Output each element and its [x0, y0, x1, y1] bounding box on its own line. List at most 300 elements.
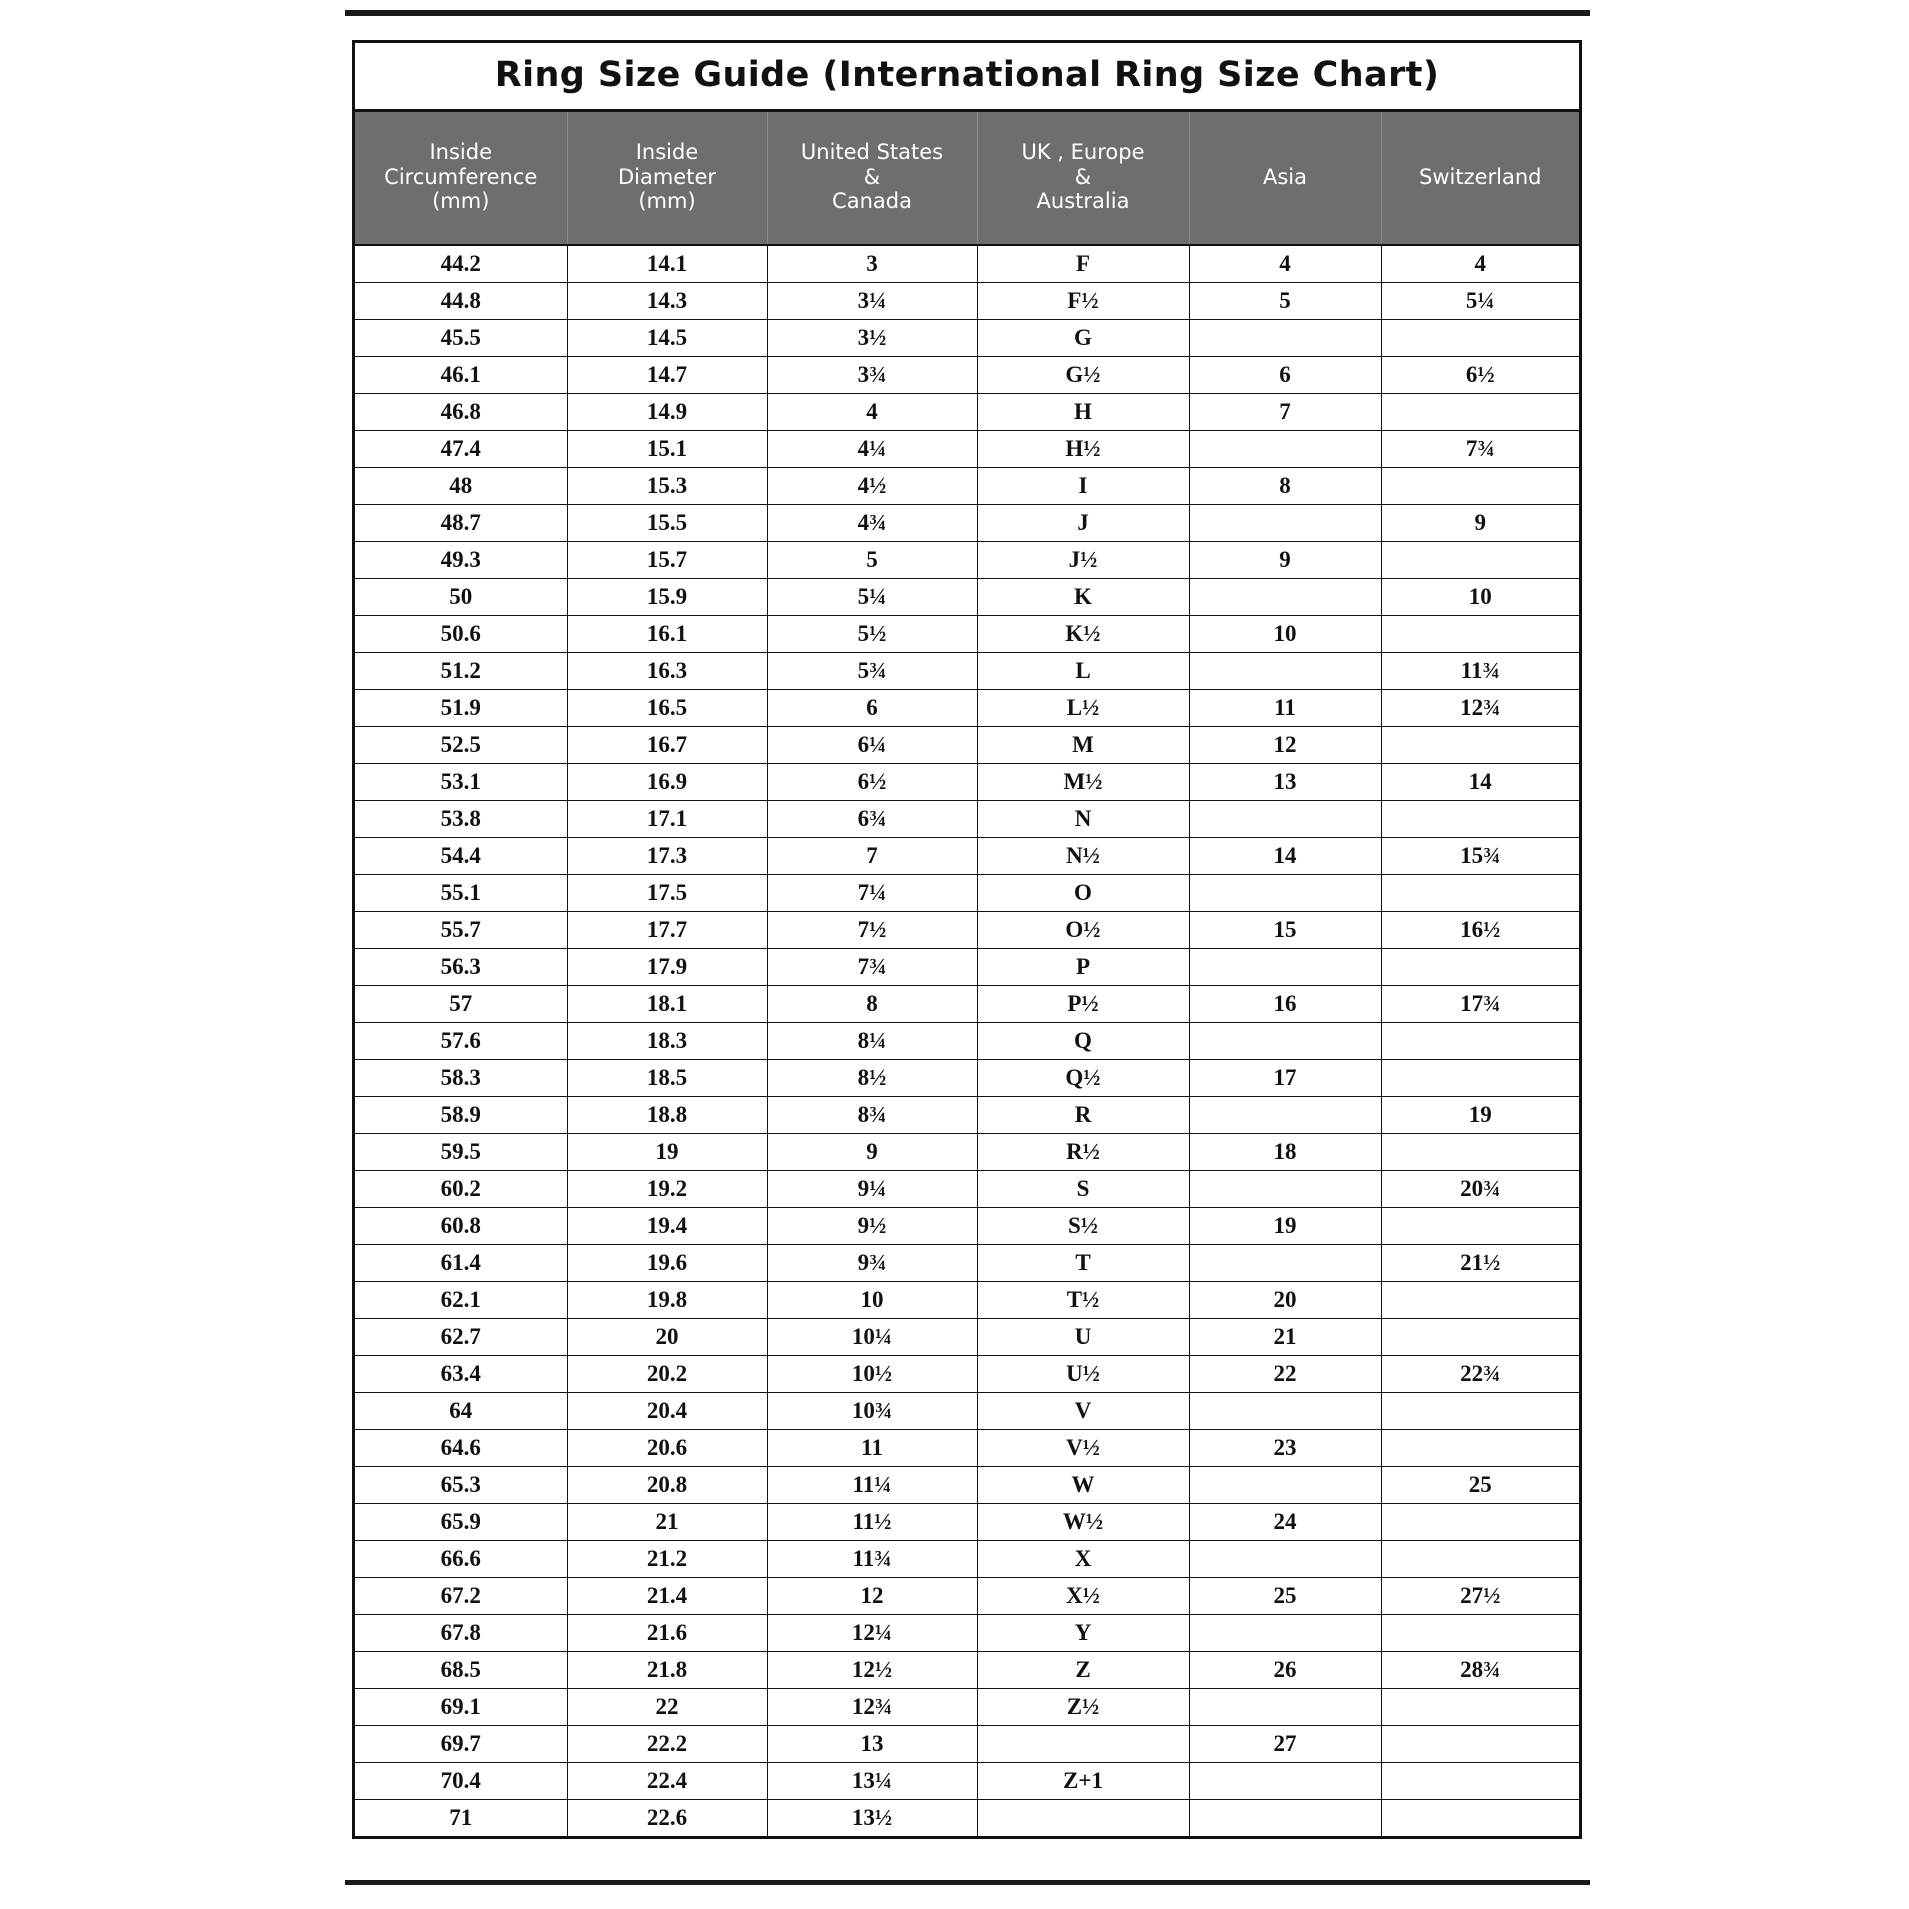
table-cell: O	[977, 875, 1189, 912]
table-cell: T½	[977, 1282, 1189, 1319]
table-cell	[1381, 468, 1579, 505]
table-row	[355, 949, 1579, 986]
table-cell: 10	[1381, 579, 1579, 616]
table-cell: 51.2	[355, 653, 567, 690]
table-row	[355, 801, 1579, 838]
table-cell: 6½	[767, 764, 977, 801]
table-cell: 3¼	[767, 283, 977, 320]
table-cell: M	[977, 727, 1189, 764]
table-cell: 22.6	[567, 1800, 767, 1837]
table-cell: 50	[355, 579, 567, 616]
table-cell: 3½	[767, 320, 977, 357]
table-cell: 67.8	[355, 1615, 567, 1652]
table-cell: 15.9	[567, 579, 767, 616]
table-row	[355, 1208, 1579, 1245]
table-cell: 44.8	[355, 283, 567, 320]
table-cell: 26	[1189, 1652, 1381, 1689]
table-cell: 64	[355, 1393, 567, 1430]
table-row	[355, 690, 1579, 727]
table-cell: 21	[1189, 1319, 1381, 1356]
ring-size-table	[355, 112, 1579, 1836]
table-cell: 20	[567, 1319, 767, 1356]
table-cell	[1189, 653, 1381, 690]
table-cell: 15	[1189, 912, 1381, 949]
table-cell	[1381, 1689, 1579, 1726]
table-cell: 17.1	[567, 801, 767, 838]
table-cell: 64.6	[355, 1430, 567, 1467]
table-cell: 11½	[767, 1504, 977, 1541]
table-cell: 63.4	[355, 1356, 567, 1393]
table-cell	[1381, 542, 1579, 579]
table-cell: 14.9	[567, 394, 767, 431]
table-cell: 11	[767, 1430, 977, 1467]
table-cell: 8½	[767, 1060, 977, 1097]
table-cell: 6¼	[767, 727, 977, 764]
table-cell: T	[977, 1245, 1189, 1282]
table-cell: 69.1	[355, 1689, 567, 1726]
table-cell: L½	[977, 690, 1189, 727]
table-cell: 9	[767, 1134, 977, 1171]
table-cell: 16.7	[567, 727, 767, 764]
table-cell: 67.2	[355, 1578, 567, 1615]
table-cell: 57.6	[355, 1023, 567, 1060]
table-cell: 8¼	[767, 1023, 977, 1060]
table-cell: G½	[977, 357, 1189, 394]
table-cell	[1381, 1763, 1579, 1800]
table-cell: 17¾	[1381, 986, 1579, 1023]
column-header-3: UK , Europe & Australia	[977, 112, 1189, 245]
table-row	[355, 912, 1579, 949]
table-cell	[1189, 431, 1381, 468]
table-cell: 58.9	[355, 1097, 567, 1134]
table-cell	[1189, 875, 1381, 912]
table-row	[355, 1245, 1579, 1282]
table-cell: R	[977, 1097, 1189, 1134]
table-cell	[1381, 1800, 1579, 1837]
table-row	[355, 1282, 1579, 1319]
table-cell: 28¾	[1381, 1652, 1579, 1689]
table-cell: 16.3	[567, 653, 767, 690]
table-cell: 16.9	[567, 764, 767, 801]
table-cell: U½	[977, 1356, 1189, 1393]
table-row	[355, 1060, 1579, 1097]
table-cell: 60.2	[355, 1171, 567, 1208]
table-cell: 22¾	[1381, 1356, 1579, 1393]
table-cell: 3	[767, 245, 977, 283]
table-cell: 10	[767, 1282, 977, 1319]
page-title: Ring Size Guide (International Ring Size Chart)	[355, 43, 1579, 112]
table-cell: Y	[977, 1615, 1189, 1652]
table-cell: 17.5	[567, 875, 767, 912]
table-cell: W½	[977, 1504, 1189, 1541]
table-cell: Z½	[977, 1689, 1189, 1726]
table-cell: 71	[355, 1800, 567, 1837]
table-cell: 13	[767, 1726, 977, 1763]
column-header-2: United States & Canada	[767, 112, 977, 245]
table-cell: 58.3	[355, 1060, 567, 1097]
table-cell: 19.8	[567, 1282, 767, 1319]
table-cell	[1381, 1430, 1579, 1467]
table-cell: 15.7	[567, 542, 767, 579]
table-row	[355, 764, 1579, 801]
table-cell	[1189, 1023, 1381, 1060]
table-cell: 12½	[767, 1652, 977, 1689]
table-row	[355, 1171, 1579, 1208]
table-cell: 20	[1189, 1282, 1381, 1319]
table-cell	[1381, 801, 1579, 838]
table-cell: 14	[1381, 764, 1579, 801]
table-cell: K½	[977, 616, 1189, 653]
table-cell: Z	[977, 1652, 1189, 1689]
table-cell: 4½	[767, 468, 977, 505]
table-cell: 7¾	[767, 949, 977, 986]
table-cell: 8	[767, 986, 977, 1023]
table-cell: 27	[1189, 1726, 1381, 1763]
table-cell: 4	[767, 394, 977, 431]
table-row	[355, 1319, 1579, 1356]
table-row	[355, 468, 1579, 505]
table-cell: 20.6	[567, 1430, 767, 1467]
table-cell	[1381, 727, 1579, 764]
table-cell: 48	[355, 468, 567, 505]
table-cell: I	[977, 468, 1189, 505]
table-cell: V½	[977, 1430, 1189, 1467]
table-cell	[1381, 1504, 1579, 1541]
table-cell: 7¾	[1381, 431, 1579, 468]
table-row	[355, 986, 1579, 1023]
table-cell: 9	[1189, 542, 1381, 579]
table-cell	[1381, 1615, 1579, 1652]
table-cell	[1381, 394, 1579, 431]
table-body	[355, 245, 1579, 1836]
table-cell: 5	[1189, 283, 1381, 320]
table-cell	[1381, 616, 1579, 653]
table-cell: 15.3	[567, 468, 767, 505]
table-cell	[1189, 1689, 1381, 1726]
table-cell	[1189, 320, 1381, 357]
table-cell	[1381, 1208, 1579, 1245]
table-cell: 7¼	[767, 875, 977, 912]
table-cell: 21.8	[567, 1652, 767, 1689]
table-cell	[1189, 1245, 1381, 1282]
table-cell: 21.2	[567, 1541, 767, 1578]
table-cell: 18.5	[567, 1060, 767, 1097]
table-cell: 13¼	[767, 1763, 977, 1800]
table-cell: 9	[1381, 505, 1579, 542]
table-cell: 19.2	[567, 1171, 767, 1208]
table-cell: 47.4	[355, 431, 567, 468]
table-cell: 12¼	[767, 1615, 977, 1652]
table-cell: 5	[767, 542, 977, 579]
table-cell: 9¾	[767, 1245, 977, 1282]
table-row	[355, 1393, 1579, 1430]
table-cell: 65.9	[355, 1504, 567, 1541]
table-cell: 3¾	[767, 357, 977, 394]
table-cell	[1381, 1319, 1579, 1356]
column-header-1: Inside Diameter (mm)	[567, 112, 767, 245]
table-cell: R½	[977, 1134, 1189, 1171]
table-cell	[1189, 1615, 1381, 1652]
table-cell: 53.8	[355, 801, 567, 838]
table-cell	[1189, 579, 1381, 616]
table-cell	[1189, 1097, 1381, 1134]
table-cell: 17.3	[567, 838, 767, 875]
table-cell	[1381, 1393, 1579, 1430]
table-row	[355, 431, 1579, 468]
table-row	[355, 1356, 1579, 1393]
table-cell: 15.1	[567, 431, 767, 468]
table-cell: 10½	[767, 1356, 977, 1393]
table-cell: 25	[1189, 1578, 1381, 1615]
table-cell	[1189, 1541, 1381, 1578]
table-cell: O½	[977, 912, 1189, 949]
table-row	[355, 505, 1579, 542]
table-cell: 23	[1189, 1430, 1381, 1467]
table-cell: 60.8	[355, 1208, 567, 1245]
column-header-0: Inside Circumference (mm)	[355, 112, 567, 245]
table-cell: V	[977, 1393, 1189, 1430]
table-cell: 11¾	[767, 1541, 977, 1578]
table-cell: 17.9	[567, 949, 767, 986]
table-cell: 14.1	[567, 245, 767, 283]
table-cell: 17	[1189, 1060, 1381, 1097]
table-row	[355, 1615, 1579, 1652]
table-cell: 50.6	[355, 616, 567, 653]
table-cell: 20.4	[567, 1393, 767, 1430]
table-cell: 69.7	[355, 1726, 567, 1763]
table-cell: 19	[567, 1134, 767, 1171]
table-cell: 16.5	[567, 690, 767, 727]
table-cell: 18.3	[567, 1023, 767, 1060]
table-row	[355, 1467, 1579, 1504]
table-cell: 22	[567, 1689, 767, 1726]
table-cell: J	[977, 505, 1189, 542]
table-cell: 48.7	[355, 505, 567, 542]
table-row	[355, 1134, 1579, 1171]
table-cell: 65.3	[355, 1467, 567, 1504]
table-cell: 15¾	[1381, 838, 1579, 875]
table-cell: X	[977, 1541, 1189, 1578]
table-cell: 45.5	[355, 320, 567, 357]
table-header	[355, 112, 1579, 245]
table-cell: W	[977, 1467, 1189, 1504]
table-cell	[1381, 1726, 1579, 1763]
table-cell: 4	[1381, 245, 1579, 283]
table-cell: Z+1	[977, 1763, 1189, 1800]
table-cell	[1189, 1800, 1381, 1837]
table-cell: 19	[1381, 1097, 1579, 1134]
table-cell: 14.7	[567, 357, 767, 394]
table-row	[355, 1689, 1579, 1726]
column-header-5: Switzerland	[1381, 112, 1579, 245]
table-cell: 51.9	[355, 690, 567, 727]
table-cell: L	[977, 653, 1189, 690]
table-cell: 53.1	[355, 764, 567, 801]
table-cell: 55.7	[355, 912, 567, 949]
table-cell: 12¾	[1381, 690, 1579, 727]
table-cell: 10	[1189, 616, 1381, 653]
table-cell: X½	[977, 1578, 1189, 1615]
table-cell: 46.8	[355, 394, 567, 431]
table-cell: 13	[1189, 764, 1381, 801]
table-cell: 4¼	[767, 431, 977, 468]
table-cell: 70.4	[355, 1763, 567, 1800]
table-cell: 55.1	[355, 875, 567, 912]
table-cell: 18.1	[567, 986, 767, 1023]
table-row	[355, 1430, 1579, 1467]
table-row	[355, 245, 1579, 283]
table-cell	[977, 1800, 1189, 1837]
table-cell: 8	[1189, 468, 1381, 505]
table-cell	[1189, 1467, 1381, 1504]
table-cell: 14	[1189, 838, 1381, 875]
table-cell: 5¾	[767, 653, 977, 690]
table-cell: 13½	[767, 1800, 977, 1837]
table-cell: 11¾	[1381, 653, 1579, 690]
table-cell: 54.4	[355, 838, 567, 875]
table-cell: 14.3	[567, 283, 767, 320]
table-cell: 15.5	[567, 505, 767, 542]
table-cell: 6½	[1381, 357, 1579, 394]
column-header-4: Asia	[1189, 112, 1381, 245]
table-row	[355, 1763, 1579, 1800]
table-cell: 9½	[767, 1208, 977, 1245]
table-cell	[1189, 505, 1381, 542]
table-cell	[977, 1726, 1189, 1763]
table-cell: K	[977, 579, 1189, 616]
table-cell: N½	[977, 838, 1189, 875]
table-cell: 16½	[1381, 912, 1579, 949]
table-cell	[1381, 1541, 1579, 1578]
table-row	[355, 1652, 1579, 1689]
table-cell: H½	[977, 431, 1189, 468]
table-row	[355, 1726, 1579, 1763]
table-cell: 19	[1189, 1208, 1381, 1245]
table-row	[355, 283, 1579, 320]
table-cell: S½	[977, 1208, 1189, 1245]
table-cell: P	[977, 949, 1189, 986]
table-row	[355, 579, 1579, 616]
table-row	[355, 1541, 1579, 1578]
table-cell: 9¼	[767, 1171, 977, 1208]
table-cell: 6¾	[767, 801, 977, 838]
table-cell: 7½	[767, 912, 977, 949]
table-cell: 21	[567, 1504, 767, 1541]
table-cell: 44.2	[355, 245, 567, 283]
table-cell	[1189, 801, 1381, 838]
table-header-row	[355, 112, 1579, 245]
table-cell: 62.7	[355, 1319, 567, 1356]
table-cell: G	[977, 320, 1189, 357]
table-cell: 12	[767, 1578, 977, 1615]
table-cell: 10¾	[767, 1393, 977, 1430]
table-row	[355, 616, 1579, 653]
table-cell: 61.4	[355, 1245, 567, 1282]
table-row	[355, 1023, 1579, 1060]
table-cell: J½	[977, 542, 1189, 579]
table-cell: 7	[767, 838, 977, 875]
table-cell	[1381, 1134, 1579, 1171]
table-cell: 24	[1189, 1504, 1381, 1541]
table-cell	[1189, 1763, 1381, 1800]
table-cell: 46.1	[355, 357, 567, 394]
table-cell: 11	[1189, 690, 1381, 727]
table-cell: N	[977, 801, 1189, 838]
table-cell: 17.7	[567, 912, 767, 949]
table-cell: 5¼	[767, 579, 977, 616]
table-cell: S	[977, 1171, 1189, 1208]
table-cell: 20¾	[1381, 1171, 1579, 1208]
table-cell: U	[977, 1319, 1189, 1356]
table-cell: Q	[977, 1023, 1189, 1060]
table-cell: 16	[1189, 986, 1381, 1023]
table-cell: 6	[1189, 357, 1381, 394]
table-cell: F	[977, 245, 1189, 283]
table-cell: 12	[1189, 727, 1381, 764]
table-cell: 19.4	[567, 1208, 767, 1245]
table-cell: P½	[977, 986, 1189, 1023]
table-cell: 14.5	[567, 320, 767, 357]
table-cell	[1189, 1393, 1381, 1430]
table-cell	[1381, 1282, 1579, 1319]
table-cell: 21.6	[567, 1615, 767, 1652]
table-row	[355, 542, 1579, 579]
table-cell: 52.5	[355, 727, 567, 764]
table-cell: 27½	[1381, 1578, 1579, 1615]
table-cell: 12¾	[767, 1689, 977, 1726]
table-row	[355, 727, 1579, 764]
table-cell: M½	[977, 764, 1189, 801]
table-cell: 21.4	[567, 1578, 767, 1615]
table-cell: 6	[767, 690, 977, 727]
table-row	[355, 1097, 1579, 1134]
table-cell: 22.4	[567, 1763, 767, 1800]
table-cell	[1381, 949, 1579, 986]
table-cell: 16.1	[567, 616, 767, 653]
scan-edge-line-bottom	[345, 1880, 1590, 1885]
table-cell: 4	[1189, 245, 1381, 283]
table-cell: Q½	[977, 1060, 1189, 1097]
scan-edge-line-top	[345, 10, 1590, 16]
table-row	[355, 320, 1579, 357]
table-cell: 18	[1189, 1134, 1381, 1171]
table-cell: 10¼	[767, 1319, 977, 1356]
table-row	[355, 1504, 1579, 1541]
table-cell: 18.8	[567, 1097, 767, 1134]
table-cell: H	[977, 394, 1189, 431]
table-row	[355, 394, 1579, 431]
table-cell: 49.3	[355, 542, 567, 579]
table-cell	[1381, 1023, 1579, 1060]
table-cell: 5½	[767, 616, 977, 653]
table-row	[355, 357, 1579, 394]
table-row	[355, 1800, 1579, 1837]
table-cell	[1381, 320, 1579, 357]
ring-size-chart	[352, 40, 1582, 1839]
table-cell: 22	[1189, 1356, 1381, 1393]
table-cell: 19.6	[567, 1245, 767, 1282]
table-cell: 7	[1189, 394, 1381, 431]
table-cell: 11¼	[767, 1467, 977, 1504]
table-row	[355, 838, 1579, 875]
table-row	[355, 1578, 1579, 1615]
table-cell: 56.3	[355, 949, 567, 986]
table-cell: 25	[1381, 1467, 1579, 1504]
table-cell	[1189, 949, 1381, 986]
table-cell: 20.2	[567, 1356, 767, 1393]
table-cell: 66.6	[355, 1541, 567, 1578]
table-cell: 59.5	[355, 1134, 567, 1171]
